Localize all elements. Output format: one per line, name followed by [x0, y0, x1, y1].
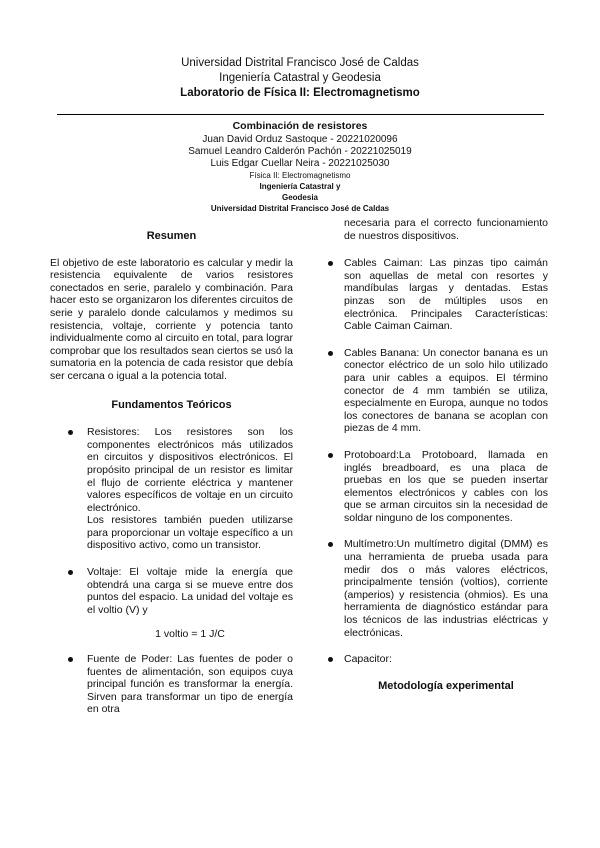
voltage-formula: 1 voltio = 1 J/C	[155, 628, 225, 641]
bullet-icon	[328, 657, 333, 662]
equipment-list	[344, 257, 548, 666]
list-item	[344, 257, 548, 333]
list-item	[87, 426, 293, 552]
right-column	[344, 217, 548, 692]
method-heading: Metodología experimental	[378, 679, 514, 692]
abstract-heading: Resumen	[146, 230, 197, 242]
item-cables-banana: Cables Banana: Un conector banana es un conector eléctrico de un solo hilo utilizado para unir cables a equipos. El término conector de 4 mm también se utiliza, especialmente en Europa, aunque no todos los conectores de banana se acoplan con piezas de 4 mm.	[344, 346, 548, 435]
bullet-icon	[328, 261, 333, 266]
list-item	[87, 653, 293, 716]
theory-item-resistores: Resistores: Los resistores son los componentes electrónicos más utilizados en circuitos y dispositivos electrónicos. El propósito principal de un resistor es limitar el flujo de corriente eléctrica y mantener valores específicos de voltaje en un circuito electrónico.	[87, 426, 293, 514]
author-1: Juan David Orduz Sastoque - 20221020096	[202, 134, 398, 145]
bullet-icon	[328, 453, 333, 458]
header-course: Laboratorio de Física II: Electromagnetismo	[180, 87, 420, 99]
bullet-icon	[68, 570, 73, 575]
affiliation-course: Física II: Electromagnetismo	[249, 171, 351, 180]
left-column	[50, 230, 293, 716]
item-multimetro: Multímetro:Un multímetro digital (DMM) es una herramienta de prueba usada para medir dos o más valores eléctricos, principalmente tensión (voltios), corriente (amperios) y resistencia (ohmios). Es una herramienta de diagnóstico estándar para los técnicos de las industrias eléctricas y electrónicas.	[344, 538, 548, 639]
item-cables-caiman: Cables Caiman: Las pinzas tipo caimán son aquellas de metal con resortes y mandíbulas largas y dentadas. Estas pinzas son de múltiples usos en electrónica. Principales Características: Cable Caiman Caiman.	[344, 257, 548, 333]
list-item	[344, 653, 548, 666]
header-university: Universidad Distrital Francisco José de Caldas	[181, 57, 419, 69]
theory-list	[87, 426, 293, 716]
list-item	[344, 538, 548, 639]
affiliation-program-1: Ingeniería Catastral y	[259, 182, 341, 191]
theory-item-voltaje: Voltaje: El voltaje mide la energía que obtendrá una carga si se mueve entre dos puntos del espacio. La unidad del voltaje es el voltio (V) y	[87, 566, 293, 616]
list-item	[344, 347, 548, 435]
affiliation-university: Universidad Distrital Francisco José de Caldas	[210, 204, 390, 213]
theory-heading: Fundamentos Teóricos	[111, 398, 232, 411]
paper-title: Combinación de resistores	[232, 120, 368, 132]
bullet-icon	[68, 430, 73, 435]
author-3: Luis Edgar Cuellar Neira - 20221025030	[210, 158, 390, 169]
fuente-continuation: necesaria para el correcto funcionamiento de nuestros dispositivos.	[344, 217, 548, 242]
header-program: Ingeniería Catastral y Geodesia	[219, 72, 381, 84]
list-item	[87, 566, 293, 641]
item-protoboard: Protoboard:La Protoboard, llamada en inglés breadboard, es una placa de pruebas en los que se pueden insertar elementos electrónicos y cables con los que se arman circuitos sin la necesidad de soldar ninguno de los componentes.	[344, 448, 548, 524]
affiliation-program-2: Geodesia	[281, 193, 318, 202]
item-capacitor: Capacitor:	[344, 653, 392, 666]
theory-item-resistores-extra: Los resistores también pueden utilizarse para proporcionar un voltaje específico a un dispositivo activo, como un transistor.	[87, 514, 293, 552]
bullet-icon	[328, 351, 333, 356]
header-rule	[57, 114, 544, 115]
bullet-icon	[68, 657, 73, 662]
author-2: Samuel Leandro Calderón Pachón - 20221025019	[188, 146, 412, 157]
theory-item-fuente: Fuente de Poder: Las fuentes de poder o fuentes de alimentación, son equipos cuya principal función es transformar la energía. Sirven para transformar un tipo de energía en otra	[87, 653, 293, 716]
list-item	[344, 449, 548, 525]
abstract-text: El objetivo de este laboratorio es calcular y medir la resistencia equivalente de varios resistores conectados en serie, paralelo y combinación. Para hacer esto se organizaron los diferentes circuitos de serie y paralelo donde calculamos y medimos su resistencia, voltaje, corriente y potencia tanto individualmente como al circuito en total, para lograr comprobar que los resultados sean ciertos se usó la sumatoria en la potencia de cada resistor que debía ser cercana o igual a la potencia total.	[50, 256, 293, 382]
bullet-icon	[328, 542, 333, 547]
